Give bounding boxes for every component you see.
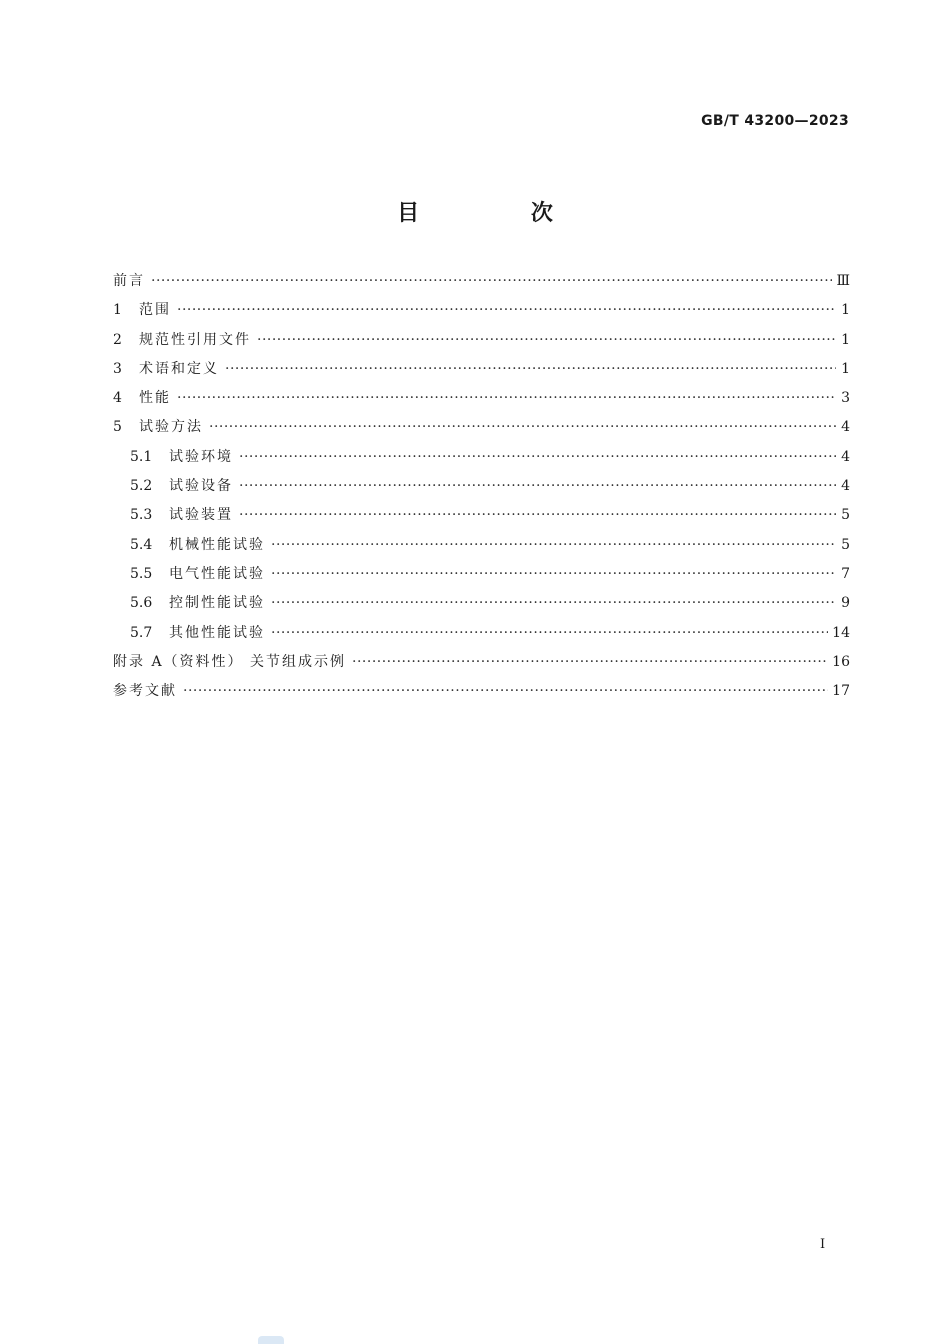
toc-entry-page: 17	[832, 683, 850, 700]
dot-leader	[271, 537, 836, 553]
toc-entry[interactable]	[113, 504, 850, 533]
toc-entry[interactable]	[113, 622, 850, 651]
toc-entry-page: 16	[832, 653, 850, 670]
page-edge-mark	[258, 1336, 284, 1344]
toc-entry-page: 4	[841, 478, 850, 495]
toc-entry[interactable]	[113, 329, 850, 358]
dot-leader	[239, 478, 836, 494]
dot-leader	[352, 654, 828, 670]
toc-entry-page: 5	[841, 507, 850, 524]
toc-entry-page: 4	[841, 448, 850, 465]
toc-entry[interactable]	[113, 563, 850, 592]
toc-entry-number: 5.6	[130, 595, 153, 612]
toc-entry-label: 试验环境	[169, 448, 233, 465]
toc-entry-page: 14	[832, 624, 850, 641]
toc-entry-label: 控制性能试验	[169, 595, 265, 612]
standard-code: GB/T 43200—2023	[701, 113, 849, 129]
toc-entry-label: 性能	[139, 390, 171, 407]
toc-entry-label: 机械性能试验	[169, 536, 265, 553]
toc-entry-number: 5.4	[130, 536, 153, 553]
page-title: 目 次	[397, 201, 605, 226]
toc-entry[interactable]	[113, 651, 850, 680]
dot-leader	[239, 507, 836, 523]
toc-entry-number: 4	[113, 390, 122, 407]
toc-entry-number: 5	[113, 419, 122, 436]
toc-entry-page: 4	[841, 419, 850, 436]
dot-leader	[177, 390, 836, 406]
toc-entry[interactable]	[113, 358, 850, 387]
page-folio: I	[820, 1237, 826, 1252]
toc-entry[interactable]	[113, 534, 850, 563]
toc-entry-page: 5	[841, 536, 850, 553]
dot-leader	[271, 625, 828, 641]
toc-entry-label: 术语和定义	[139, 360, 219, 377]
toc-entry-label: 参考文献	[113, 683, 177, 700]
toc-entry-label: 前言	[113, 273, 145, 289]
toc-entry-label: 试验方法	[139, 419, 203, 436]
toc-entry-page: Ⅲ	[836, 273, 850, 289]
toc-entry[interactable]	[113, 416, 850, 445]
toc-entry-label: 范围	[139, 302, 171, 319]
toc-entry[interactable]	[113, 680, 850, 709]
toc-entry-page: 7	[841, 565, 850, 582]
toc-entry[interactable]	[113, 387, 850, 416]
table-of-contents	[113, 270, 850, 709]
toc-entry-page: 1	[841, 331, 850, 348]
toc-entry-number: 5.3	[130, 507, 153, 524]
dot-leader	[209, 419, 836, 435]
toc-entry-label: 试验装置	[169, 507, 233, 524]
toc-entry-number: 3	[113, 360, 122, 377]
toc-entry-number: 5.5	[130, 565, 153, 582]
toc-entry[interactable]	[113, 475, 850, 504]
toc-entry-label: 电气性能试验	[169, 565, 265, 582]
dot-leader	[271, 566, 836, 582]
toc-entry-page: 9	[841, 595, 850, 612]
toc-entry-number: 5.7	[130, 624, 153, 641]
toc-entry-page: 1	[841, 302, 850, 319]
toc-entry-label: 其他性能试验	[169, 624, 265, 641]
toc-entry-number: 5.1	[130, 448, 153, 465]
toc-entry-number: 5.2	[130, 478, 153, 495]
dot-leader	[177, 302, 836, 318]
toc-entry[interactable]	[113, 446, 850, 475]
dot-leader	[225, 361, 836, 377]
toc-entry-label: 附录 A（资料性） 关节组成示例	[113, 653, 347, 670]
dot-leader	[183, 683, 828, 699]
toc-entry-number: 1	[113, 302, 122, 319]
dot-leader	[257, 332, 836, 348]
toc-entry-number: 2	[113, 331, 122, 348]
dot-leader	[271, 595, 836, 611]
dot-leader	[239, 449, 836, 465]
dot-leader	[151, 273, 832, 289]
toc-entry-label: 试验设备	[169, 478, 233, 495]
toc-entry-label: 规范性引用文件	[139, 331, 251, 348]
toc-entry[interactable]	[113, 270, 850, 299]
toc-entry[interactable]	[113, 299, 850, 328]
toc-entry[interactable]	[113, 592, 850, 621]
toc-entry-page: 1	[841, 360, 850, 377]
toc-entry-page: 3	[841, 390, 850, 407]
